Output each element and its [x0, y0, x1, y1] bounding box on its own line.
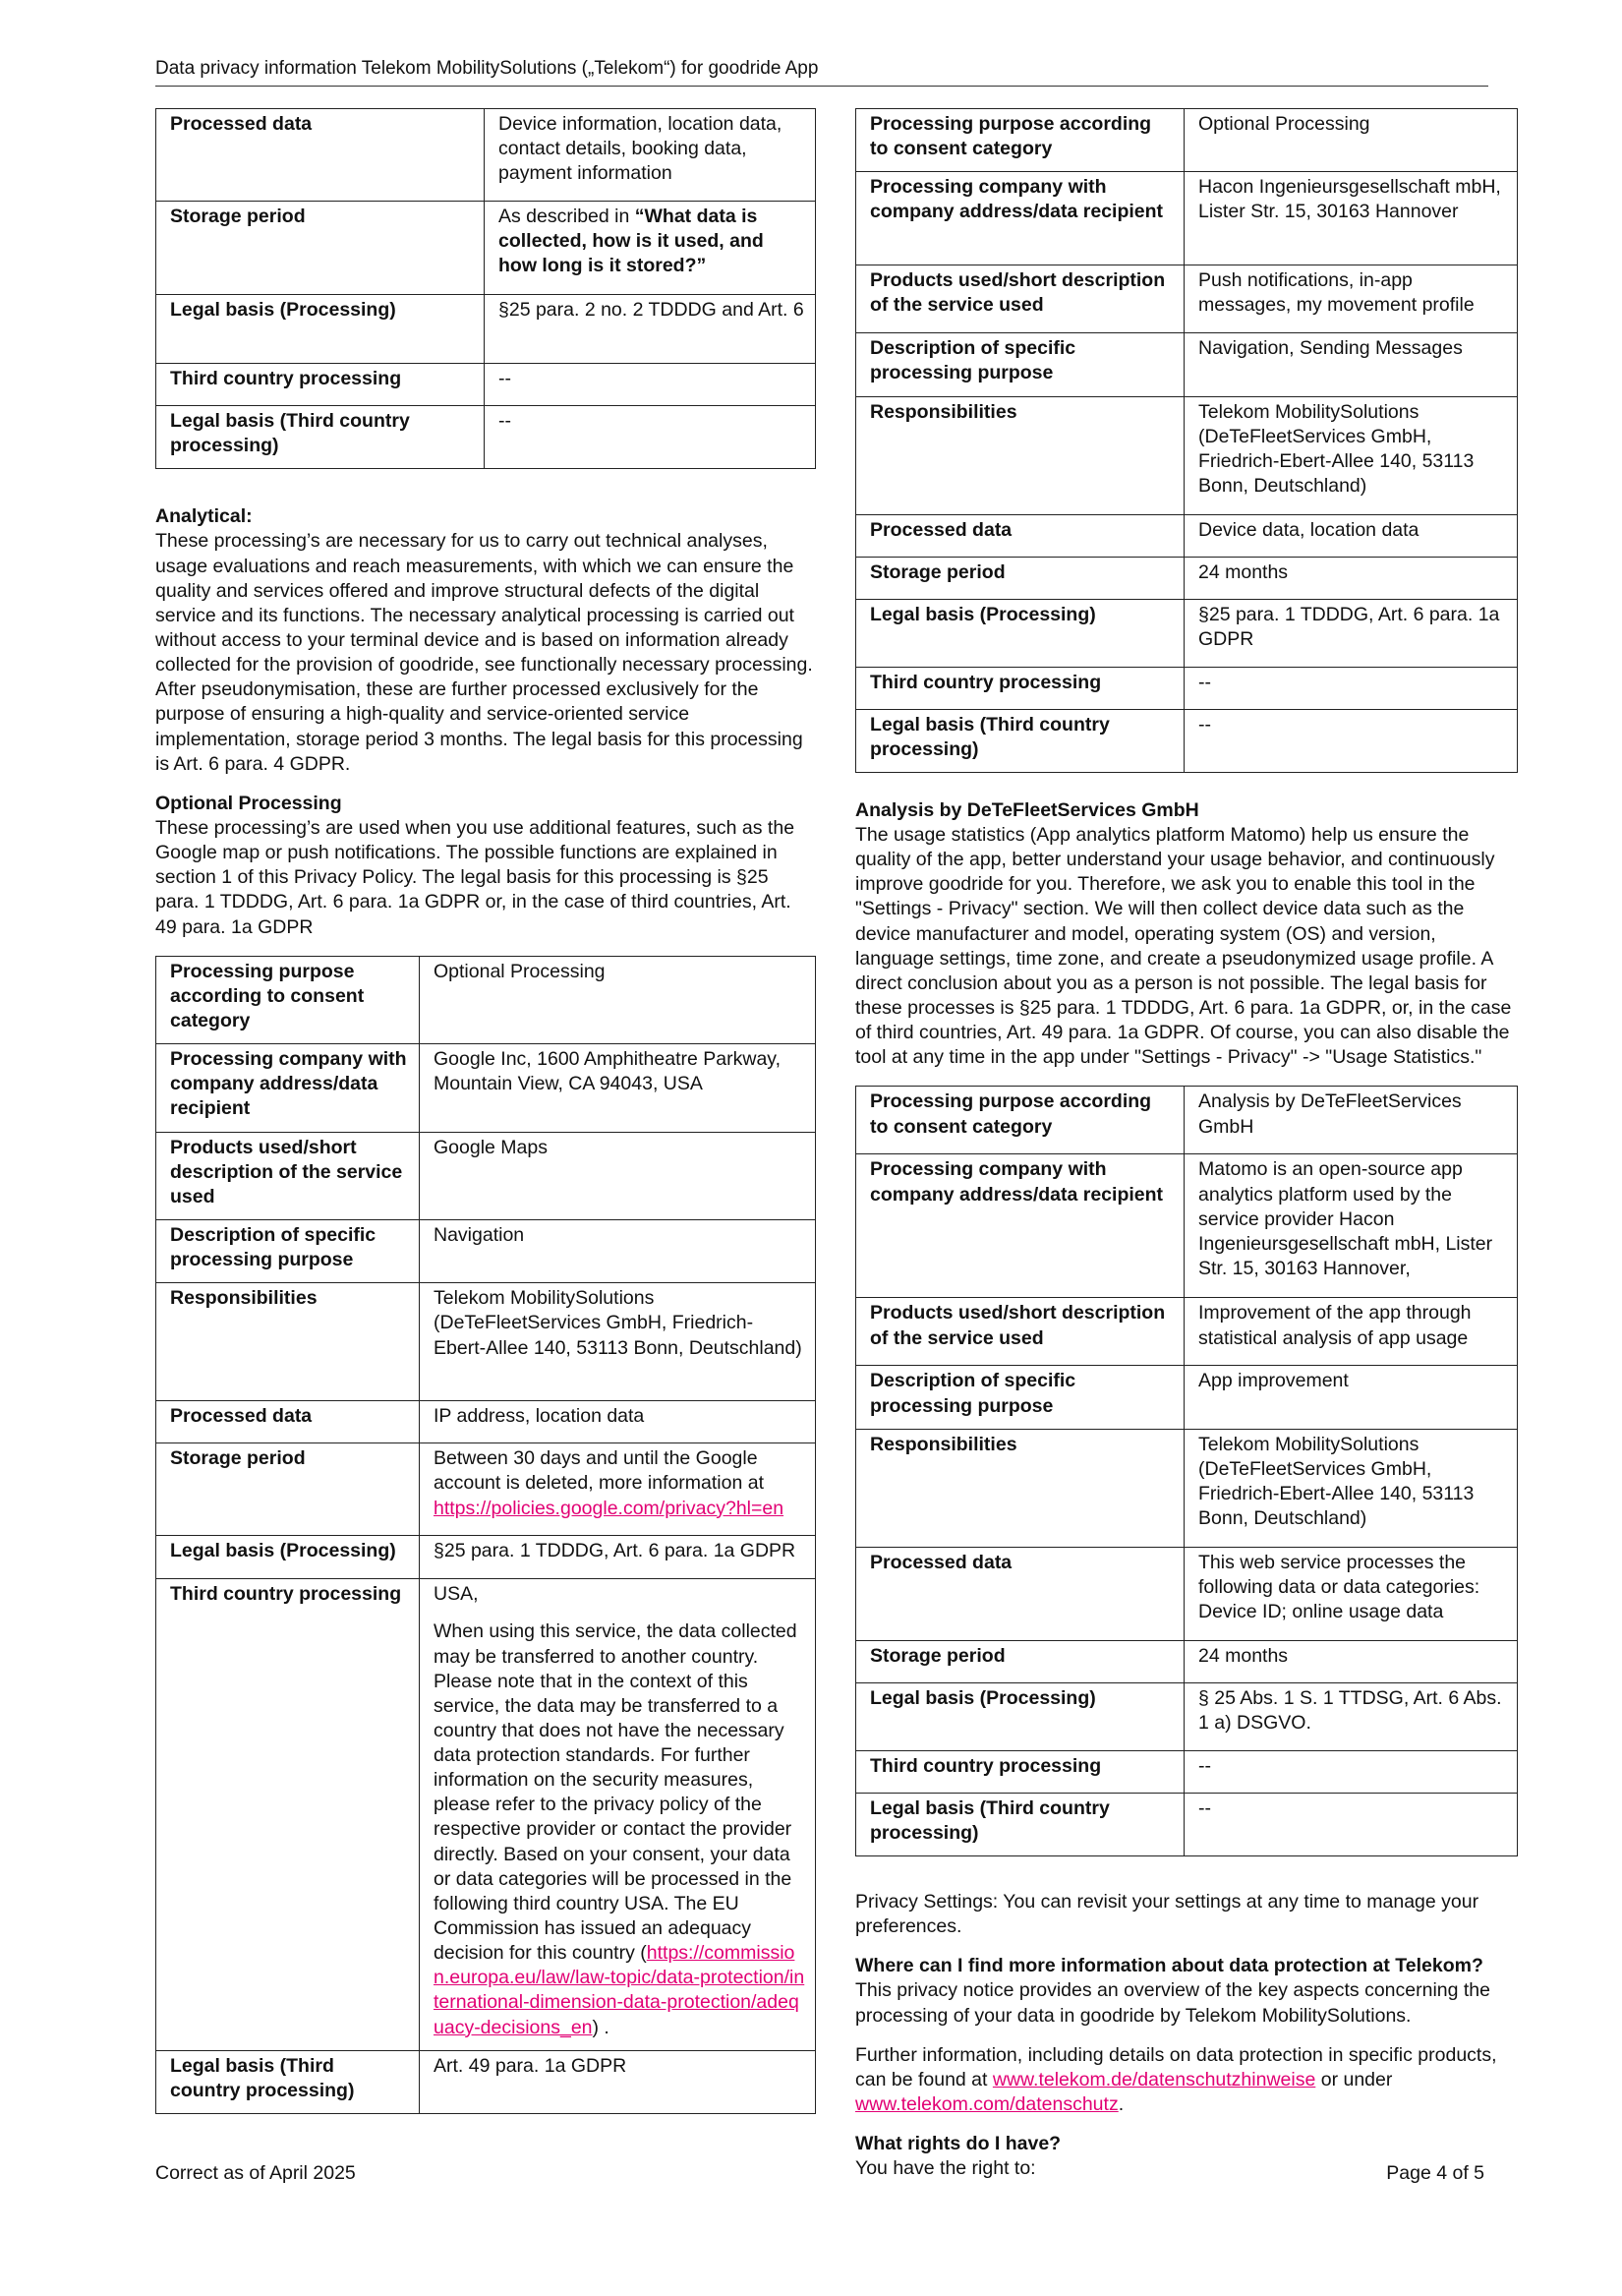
- telekom-de-link[interactable]: www.telekom.de/datenschutzhinweise: [992, 2068, 1316, 2090]
- row-value: Matomo is an open-source app analytics platform used by the service provider Hacon Ingenieursgesellschaft mbH, Lister Str. 15, 30163 Hannover,: [1185, 1154, 1518, 1298]
- table-row: [156, 295, 816, 364]
- row-value: §25 para. 1 TDDDG, Art. 6 para. 1a GDPR: [420, 1536, 816, 1579]
- row-key: Storage period: [856, 557, 1185, 599]
- table-row: [856, 396, 1518, 514]
- table-row: [856, 265, 1518, 333]
- row-key: Processing company with company address/data recipient: [856, 172, 1185, 265]
- row-key: Processed data: [156, 109, 485, 202]
- table-row: [156, 1132, 816, 1219]
- row-value: --: [1185, 667, 1518, 709]
- processing-table-hacon: [855, 108, 1518, 773]
- value-bold: “What data is collected, how is it used, and how long is it stored?”: [498, 206, 764, 277]
- optional-section: [155, 792, 816, 940]
- optional-text: These processing’s are used when you use additional features, such as the Google map or push notifications. The possible functions are explained in section 1 of this Privacy Policy. The legal basis for this processing is §25 para. 1 TDDDG, Art. 6 para. 1a GDPR or, in the case of third countries, Art. 49 para. 1a GDPR: [155, 816, 795, 938]
- table-row: [856, 709, 1518, 772]
- row-value: §25 para. 1 TDDDG, Art. 6 para. 1a GDPR: [1185, 599, 1518, 667]
- analysis-title: Analysis by DeTeFleetServices GmbH: [855, 798, 1199, 821]
- value-text: When using this service, the data collected may be transferred to another country. Please note that in the context of this service, the data may be transferred to a country that does not have the necessary data protection standards. For further information on the security measures, please refer to the privacy policy of the respective provider or contact the provider directly. Based on your consent, your data or data categories will be processed in the following third country USA. The EU Commission has issued an adequacy decision for this country: [434, 1620, 797, 1965]
- row-value: Analysis by DeTeFleetServices GmbH: [1185, 1087, 1518, 1154]
- adequacy-decision-link[interactable]: https://commission.europa.eu/law/law-topic/data-protection/international-dimension-data-protection/adequacy-decisions_en: [434, 1942, 805, 2038]
- row-value: --: [485, 364, 816, 406]
- row-key: Third country processing: [156, 1579, 420, 2051]
- row-key: Processing purpose according to consent category: [856, 109, 1185, 172]
- left-column: [155, 108, 816, 2114]
- table-row: [856, 1750, 1518, 1793]
- analytical-section: [155, 504, 816, 777]
- row-key: Legal basis (Processing): [156, 1536, 420, 1579]
- row-value: Telekom MobilitySolutions (DeTeFleetServices GmbH, Friedrich-Ebert-Allee 140, 53113 Bonn, Deutschland): [1185, 396, 1518, 514]
- table-row: [156, 1443, 816, 1536]
- row-value: Push notifications, in-app messages, my movement profile: [1185, 265, 1518, 333]
- right-column: [855, 108, 1518, 2181]
- row-value: [485, 202, 816, 295]
- row-value: App improvement: [1185, 1366, 1518, 1429]
- processing-table-matomo: [855, 1086, 1518, 1856]
- row-value: Navigation, Sending Messages: [1185, 333, 1518, 396]
- table-row: [856, 667, 1518, 709]
- table-row: [856, 1547, 1518, 1640]
- row-value: Navigation: [420, 1219, 816, 1282]
- row-value: --: [1185, 1750, 1518, 1793]
- row-value: Telekom MobilitySolutions (DeTeFleetServices GmbH, Friedrich-Ebert-Allee 140, 53113 Bonn, Deutschland): [420, 1283, 816, 1401]
- row-key: Processing company with company address/data recipient: [156, 1044, 420, 1132]
- further-text-before: Further information, including details on data protection in specific products, can be found at: [855, 2043, 1497, 2090]
- rights-text: You have the right to:: [855, 2157, 1036, 2180]
- row-key: Responsibilities: [856, 1429, 1185, 1547]
- row-key: Processed data: [156, 1401, 420, 1443]
- telekom-com-link[interactable]: www.telekom.com/datenschutz: [855, 2092, 1119, 2115]
- table-row: [156, 956, 816, 1043]
- row-key: Legal basis (Processing): [856, 1682, 1185, 1750]
- row-value: IP address, location data: [420, 1401, 816, 1443]
- row-value: Device data, location data: [1185, 514, 1518, 557]
- row-key: Responsibilities: [856, 396, 1185, 514]
- row-key: Storage period: [156, 1443, 420, 1536]
- row-key: Processed data: [856, 514, 1185, 557]
- row-key: Products used/short description of the service used: [156, 1132, 420, 1219]
- row-value: Hacon Ingenieursgesellschaft mbH, Lister Str. 15, 30163 Hannover: [1185, 172, 1518, 265]
- row-key: Legal basis (Third country processing): [856, 1793, 1185, 1855]
- row-value: Optional Processing: [1185, 109, 1518, 172]
- analytical-title: Analytical:: [155, 505, 253, 528]
- table-row: [156, 109, 816, 202]
- table-row: [156, 202, 816, 295]
- privacy-settings-text: Privacy Settings: You can revisit your settings at any time to manage your preferences.: [855, 1890, 1479, 1938]
- row-key: Processing company with company address/data recipient: [856, 1154, 1185, 1298]
- value-text: Between 30 days and until the Google account is deleted, more information at: [434, 1447, 765, 1495]
- table-row: [156, 1579, 816, 2051]
- value-description: [434, 1619, 805, 2039]
- table-row: [856, 514, 1518, 557]
- table-row: [856, 1154, 1518, 1298]
- table-row: [856, 1087, 1518, 1154]
- more-info-section: [855, 1954, 1518, 2028]
- row-key: Third country processing: [856, 667, 1185, 709]
- table-row: [856, 333, 1518, 396]
- analysis-section: [855, 798, 1518, 1071]
- rights-title: What rights do I have?: [855, 2133, 1062, 2155]
- row-value: 24 months: [1185, 557, 1518, 599]
- row-value: --: [1185, 709, 1518, 772]
- further-info: [855, 2043, 1518, 2117]
- optional-title: Optional Processing: [155, 792, 342, 814]
- row-value: Google Inc, 1600 Amphitheatre Parkway, Mountain View, CA 94043, USA: [420, 1044, 816, 1132]
- row-key: Products used/short description of the service used: [856, 1298, 1185, 1366]
- table-row: [856, 1429, 1518, 1547]
- row-value: This web service processes the following data or data categories: Device ID; online usage data: [1185, 1547, 1518, 1640]
- more-info-text: This privacy notice provides an overview of the key aspects concerning the processing of your data in goodride by Telekom MobilitySolutions.: [855, 1979, 1490, 2027]
- row-value: Telekom MobilitySolutions (DeTeFleetServices GmbH, Friedrich-Ebert-Allee 140, 53113 Bonn, Deutschland): [1185, 1429, 1518, 1547]
- table-row: [156, 1401, 816, 1443]
- table-row: [856, 1366, 1518, 1429]
- row-key: Products used/short description of the service used: [856, 265, 1185, 333]
- row-value: [420, 1443, 816, 1536]
- row-value: Google Maps: [420, 1132, 816, 1219]
- table-row: [156, 406, 816, 469]
- table-row: [856, 1793, 1518, 1855]
- analysis-text: The usage statistics (App analytics platform Matomo) help us ensure the quality of the app, better understand your usage behavior, and continuously improve goodride for you. Therefore, we ask you to enable this tool in the "Settings - Privacy" section. We will then collect device data such as the device manufacturer and model, operating system (OS) and version, language settings, time zone, and create a pseudonymized usage profile. A direct conclusion about you as a person is not possible. The legal basis for these processes is §25 para. 1 TDDDG, Art. 6 para. 1a GDPR, or, in the case of third countries, Art. 49 para. 1a GDPR. Of course, you can also disable the tool at any time in the app under "Settings - Privacy" -> "Usage Statistics.": [855, 823, 1512, 1069]
- table-row: [856, 599, 1518, 667]
- row-key: Description of specific processing purpose: [856, 1366, 1185, 1429]
- row-value: Improvement of the app through statistical analysis of app usage: [1185, 1298, 1518, 1366]
- row-value: --: [1185, 1793, 1518, 1855]
- table-row: [856, 1298, 1518, 1366]
- row-value: 24 months: [1185, 1640, 1518, 1682]
- row-value: [420, 1579, 816, 2051]
- row-key: Legal basis (Processing): [156, 295, 485, 364]
- table-row: [156, 1536, 816, 1579]
- table-row: [156, 1044, 816, 1132]
- table-row: [156, 1283, 816, 1401]
- table-row: [156, 364, 816, 406]
- table-row: [856, 1682, 1518, 1750]
- processing-table-google: [155, 956, 816, 2114]
- row-value: Device information, location data, contact details, booking data, payment information: [485, 109, 816, 202]
- row-key: Processed data: [856, 1547, 1185, 1640]
- row-key: Third country processing: [856, 1750, 1185, 1793]
- further-text-after: .: [1118, 2092, 1125, 2115]
- processing-table-functional: [155, 108, 816, 469]
- table-row: [856, 172, 1518, 265]
- row-key: Storage period: [856, 1640, 1185, 1682]
- paren-open: (: [640, 1942, 647, 1965]
- table-row: [856, 1640, 1518, 1682]
- table-row: [156, 1219, 816, 1282]
- analytical-text: These processing’s are necessary for us to carry out technical analyses, usage evaluations and reach measurements, with which we can ensure the quality and services offered and improve structural defects of the digital service and its functions. The necessary analytical processing is carried out without access to your terminal device and is based on information already collected for the provision of goodride, see functionally necessary processing. After pseudonymisation, these are further processed exclusively for the purpose of ensuring a high-quality and service-oriented service implementation, storage period 3 months. The legal basis for this processing is Art. 6 para. 4 GDPR.: [155, 530, 813, 775]
- row-key: Description of specific processing purpose: [856, 333, 1185, 396]
- footer-date: Correct as of April 2025: [155, 2162, 356, 2184]
- google-privacy-link[interactable]: https://policies.google.com/privacy?hl=en: [434, 1497, 784, 1519]
- row-key: Processing purpose according to consent category: [156, 956, 420, 1043]
- document-header: [155, 57, 1488, 87]
- row-key: Third country processing: [156, 364, 485, 406]
- row-key: Description of specific processing purpose: [156, 1219, 420, 1282]
- row-value: Art. 49 para. 1a GDPR: [420, 2050, 816, 2113]
- row-value: §25 para. 2 no. 2 TDDDG and Art. 6: [485, 295, 816, 364]
- more-info-title: Where can I find more information about data protection at Telekom?: [855, 1955, 1483, 1977]
- row-key: Storage period: [156, 202, 485, 295]
- row-key: Processing purpose according to consent category: [856, 1087, 1185, 1154]
- row-key: Legal basis (Third country processing): [856, 709, 1185, 772]
- table-row: [856, 109, 1518, 172]
- row-key: Legal basis (Third country processing): [156, 2050, 420, 2113]
- row-value: --: [485, 406, 816, 469]
- footer-page-number: Page 4 of 5: [1386, 2162, 1484, 2184]
- table-row: [156, 2050, 816, 2113]
- row-key: Responsibilities: [156, 1283, 420, 1401]
- table-row: [856, 557, 1518, 599]
- header-title: Data privacy information Telekom MobilitySolutions („Telekom“) for goodride App: [155, 58, 819, 79]
- row-value: § 25 Abs. 1 S. 1 TTDSG, Art. 6 Abs. 1 a) DSGVO.: [1185, 1682, 1518, 1750]
- value-prefix: As described in: [498, 206, 635, 227]
- row-key: Legal basis (Processing): [856, 599, 1185, 667]
- further-text-middle: or under: [1315, 2068, 1393, 2090]
- row-key: Legal basis (Third country processing): [156, 406, 485, 469]
- value-country: USA,: [434, 1583, 479, 1606]
- paren-close: ) .: [592, 2016, 609, 2038]
- row-value: Optional Processing: [420, 956, 816, 1043]
